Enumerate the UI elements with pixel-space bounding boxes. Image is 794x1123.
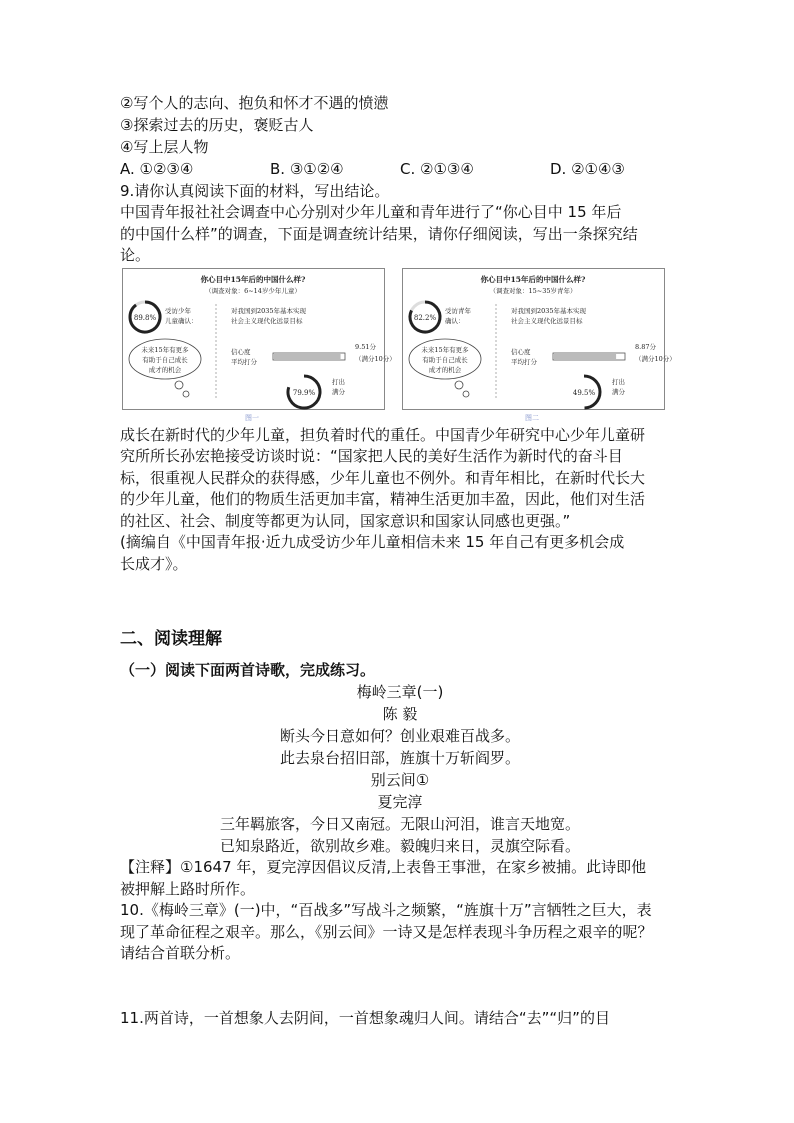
survey-figure-2 bbox=[402, 268, 676, 410]
bubble-text: 成才的机会 bbox=[148, 366, 182, 374]
answer-space bbox=[120, 965, 680, 1007]
question-10-line: 10.《梅岭三章》(一)中，“百战多”写战斗之频繁，“旌旗十万”言牺牲之巨大，表 bbox=[120, 901, 652, 919]
section-title: 二、阅读理解 bbox=[120, 629, 222, 649]
poem-1-title: 梅岭三章(一) bbox=[356, 683, 444, 701]
material-paragraph bbox=[120, 425, 680, 576]
option-line-3: ③探索过去的历史，褒贬古人 bbox=[120, 116, 314, 134]
bubble-text: 未来15年有更多 bbox=[421, 346, 469, 354]
poem-1-author: 陈 毅 bbox=[382, 705, 418, 723]
bubble-text: 有助于自己成长 bbox=[422, 356, 468, 364]
infographic-title: 你心目中15年后的中国什么样? bbox=[480, 275, 586, 284]
infographic-subtitle: （调查对象：15~35岁青年） bbox=[489, 287, 577, 295]
question-10-line: 请结合首联分析。 bbox=[120, 944, 241, 962]
bubble-dot bbox=[455, 381, 463, 389]
intro-line: 的中国什么样”的调查，下面是调查统计结果，请你仔细阅读，写出一条探究结 bbox=[120, 224, 638, 243]
question-10 bbox=[120, 900, 680, 965]
paragraph-line: 的社区、社会、制度等都更为认同，国家意识和国家认同感也更强。” bbox=[120, 511, 571, 530]
infographic-svg bbox=[123, 269, 396, 409]
figure-2-caption: 图二 bbox=[525, 414, 539, 422]
option-line-2: ②写个人的志向、抱负和怀才不遇的愤懑 bbox=[120, 94, 389, 112]
question-10-line: 现了革命征程之艰辛。那么，《别云间》一诗又是怎样表现斗争历程之艰辛的呢？ bbox=[120, 922, 653, 941]
paragraph-line: 的少年儿童，他们的物质生活更加丰富，精神生活更加丰盈，因此，他们对生活 bbox=[120, 490, 646, 508]
bubble-text: 有助于自己成长 bbox=[142, 356, 188, 364]
question-11: 11.两首诗，一首想象人去阴间，一首想象魂归人间。请结合“去”“归”的目 bbox=[120, 1008, 610, 1027]
goal-text: 对我国到2035年基本实现 bbox=[511, 307, 587, 315]
paragraph-line: (摘编自《中国青年报·近九成受访少年儿童相信未来 15 年自己有更多机会成 bbox=[120, 533, 625, 551]
score-value: 9.51分 bbox=[355, 343, 376, 351]
question-9-intro bbox=[120, 202, 680, 267]
poem-1-line: 断头今日意如何？创业艰难百战多。 bbox=[279, 727, 520, 745]
infographic-svg bbox=[403, 269, 676, 409]
poem-1 bbox=[120, 681, 680, 769]
confidence-label: 信心度 bbox=[231, 348, 251, 356]
group-label: 受访青年 bbox=[445, 307, 471, 315]
bubble-dot bbox=[183, 391, 189, 397]
figure-1-caption: 图一 bbox=[245, 414, 259, 422]
note-line: 被押解上路时所作。 bbox=[120, 879, 256, 898]
bubble-text: 成才的机会 bbox=[428, 366, 462, 374]
goal-text: 对我国到2035年基本实现 bbox=[231, 307, 307, 315]
infographic-subtitle: （调查对象：6~14岁少年儿童） bbox=[205, 287, 301, 295]
answer-option-d: D. ②①④③ bbox=[550, 160, 625, 178]
sub-section-title: （一）阅读下面两首诗歌，完成练习。 bbox=[120, 661, 376, 679]
score-bar-fill bbox=[274, 354, 341, 359]
note-line: 【注释】①1647 年，夏完淳因倡议反清,上表鲁王事泄，在家乡被捕。此诗即他 bbox=[120, 858, 647, 876]
full-score-label: 打出 bbox=[332, 378, 345, 386]
answer-option-a: A. ①②③④ bbox=[120, 160, 194, 178]
ring-percent: 79.9% bbox=[292, 389, 316, 397]
intro-line: 中国青年报社社会调查中心分别对少年儿童和青年进行了“你心目中 15 年后 bbox=[120, 203, 622, 221]
group-label: 儿童确认： bbox=[165, 317, 198, 325]
paragraph-line: 标，很重视人民群众的获得感，少年儿童也不例外。和青年相比，在新时代长大 bbox=[120, 468, 646, 487]
infographic-title: 你心目中15年后的中国什么样? bbox=[200, 275, 306, 284]
goal-text: 社会主义现代化远景目标 bbox=[511, 317, 583, 325]
poem-2-title: 别云间① bbox=[370, 771, 430, 789]
ring-percent: 89.8% bbox=[133, 314, 157, 322]
option-line-4: ④写上层人物 bbox=[120, 138, 209, 156]
answer-option-c: C. ②①③④ bbox=[400, 160, 474, 178]
annotation-note bbox=[120, 857, 680, 900]
score-bar-fill bbox=[554, 354, 616, 359]
group-label: 确认： bbox=[445, 317, 465, 325]
ring-percent: 82.2% bbox=[413, 314, 437, 322]
confidence-label: 信心度 bbox=[511, 348, 531, 356]
score-max: （满分10分） bbox=[635, 355, 676, 363]
full-score-label: 满分 bbox=[612, 388, 625, 396]
full-score-label: 打出 bbox=[612, 378, 625, 386]
ring-percent: 49.5% bbox=[572, 389, 596, 397]
poem-2 bbox=[120, 769, 680, 857]
confidence-label: 平均打分 bbox=[511, 358, 537, 366]
answer-option-b: B. ③①②④ bbox=[270, 160, 344, 178]
survey-figure-1 bbox=[122, 268, 396, 410]
intro-line: 论。 bbox=[120, 246, 151, 264]
bubble-dot bbox=[175, 381, 183, 389]
paragraph-line: 究所所长孙宏艳接受访谈时说：“国家把人民的美好生活作为新时代的奋斗目 bbox=[120, 447, 623, 465]
poem-2-line: 三年羁旅客，今日又南冠。无限山河泪，谁言天地宽。 bbox=[219, 815, 580, 833]
survey-figures bbox=[122, 268, 676, 428]
goal-text: 社会主义现代化远景目标 bbox=[231, 317, 303, 325]
answer-options bbox=[120, 158, 680, 180]
confidence-label: 平均打分 bbox=[231, 358, 257, 366]
paragraph-line: 成长在新时代的少年儿童，担负着时代的重任。中国青少年研究中心少年儿童研 bbox=[120, 425, 646, 444]
question-9-title: 9.请你认真阅读下面的材料，写出结论。 bbox=[120, 182, 390, 200]
poem-2-line: 已知泉路近，欲别故乡难。毅魄归来日，灵旗空际看。 bbox=[219, 837, 580, 855]
bubble-text: 未来15年有更多 bbox=[141, 346, 189, 354]
document-page bbox=[120, 92, 680, 1029]
group-label: 受访少年 bbox=[165, 307, 191, 315]
full-score-label: 满分 bbox=[332, 388, 345, 396]
poem-1-line: 此去泉台招旧部，旌旗十万斩阎罗。 bbox=[279, 749, 520, 767]
poem-2-author: 夏完淳 bbox=[377, 793, 423, 811]
paragraph-line: 长成才》。 bbox=[120, 554, 188, 573]
bubble-dot bbox=[463, 391, 469, 397]
score-value: 8.87分 bbox=[635, 343, 656, 351]
score-max: （满分10分） bbox=[355, 355, 396, 363]
